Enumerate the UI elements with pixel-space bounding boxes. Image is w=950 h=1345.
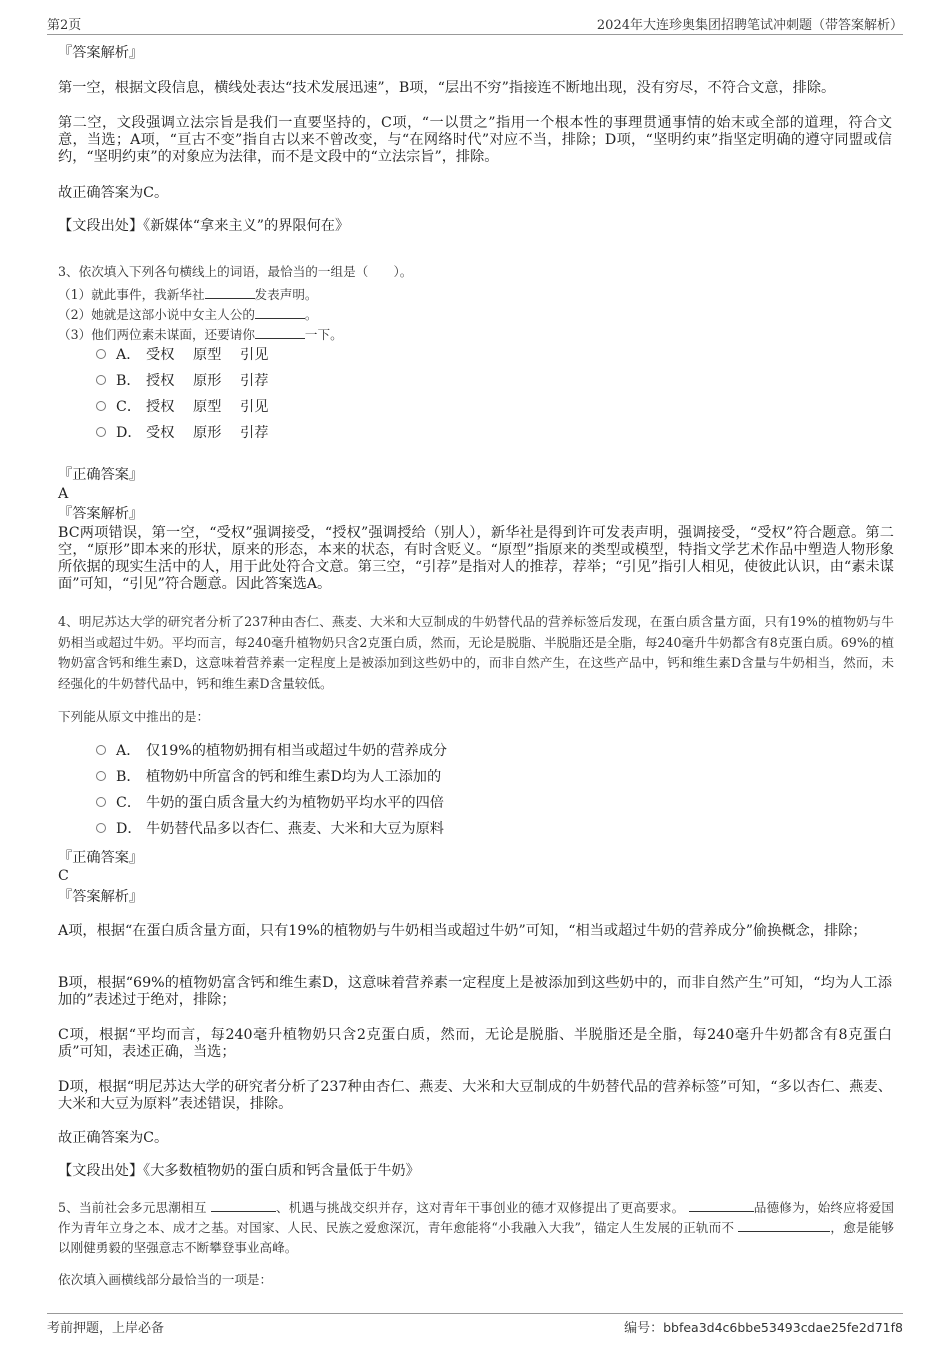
q4-option-b[interactable]: B． 植物奶中所富含的钙和维生素D均为人工添加的: [96, 769, 441, 786]
q2-source: 【文段出处】《新媒体“拿来主义”的界限何在》: [58, 218, 350, 234]
footer-code: 编号：bbfea3d4c6bbe53493cdae25fe2d71f8: [624, 1320, 903, 1336]
footer-slogan: 考前押题，上岸必备: [47, 1321, 165, 1336]
q4-source: 【文段出处】《大多数植物奶的蛋白质和钙含量低于牛奶》: [58, 1163, 420, 1179]
q3-option-d[interactable]: D． 受权 原形 引荐: [96, 425, 268, 442]
q3-stem: 3、依次填入下列各句横线上的词语，最恰当的一组是（ ）。: [58, 264, 413, 279]
document-title: 2024年大连珍奥集团招聘笔试冲刺题（带答案解析）: [596, 18, 903, 33]
q3-sentence-3: （3）他们两位素未谋面，还要请你 一下。: [58, 327, 343, 342]
q2-conclusion: 故正确答案为C。: [58, 185, 169, 201]
radio-icon[interactable]: [96, 823, 106, 833]
blank-2: [689, 1199, 754, 1212]
radio-icon[interactable]: [96, 427, 106, 437]
q4-analysis-c: C项，根据“平均而言，每240毫升植物奶只含2克蛋白质，然而，无论是脱脂、半脱脂还是全脂，每240毫升牛奶都含有8克蛋白质”可知，表述正确，当选；: [58, 1027, 892, 1060]
q3-option-a[interactable]: A． 受权 原型 引见: [96, 347, 268, 364]
q2-analysis-para2: 第二空，文段强调立法宗旨是我们一直要坚持的，C项，“一以贯之”指用一个根本性的事理贯通事情的始末或全部的道理，符合文意，当选；A项，“亘古不变”指自古以来不曾改变，与“在网络时代”对应不当，排除；D项，“坚明约束”指坚定明确的遵守同盟或信约，“坚明约束”的对象应为法律，而不是文段中的“立法宗旨”，排除。: [58, 115, 892, 165]
q4-analysis-b: B项，根据“69%的植物奶富含钙和维生素D，这意味着营养素一定程度上是被添加到这些奶中的，而非自然产生”可知，“均为人工添加的”表述过于绝对，排除；: [58, 975, 892, 1008]
q4-analysis-a: A项，根据“在蛋白质含量方面，只有19%的植物奶与牛奶相当或超过牛奶”可知，“相当或超过牛奶的营养成分”偷换概念，排除；: [58, 923, 867, 939]
radio-icon[interactable]: [96, 401, 106, 411]
page-number: 第2页: [47, 18, 82, 33]
q2-analysis-para1: 第一空，根据文段信息，横线处表达“技术发展迅速”，B项，“层出不穷”指接连不断地出现，没有穷尽，不符合文意，排除。: [58, 80, 836, 96]
q3-sentence-1: （1）就此事件，我新华社 发表声明。: [58, 287, 318, 302]
q4-option-c[interactable]: C． 牛奶的蛋白质含量大约为植物奶平均水平的四倍: [96, 795, 444, 812]
q4-conclusion: 故正确答案为C。: [58, 1130, 169, 1146]
q4-analysis-d: D项，根据“明尼苏达大学的研究者分析了237种由杏仁、燕麦、大米和大豆制成的牛奶替代品的营养标签”可知，“多以杏仁、燕麦、大米和大豆为原料”表述错误，排除。: [58, 1079, 892, 1112]
q3-analysis: BC两项错误，第一空，“受权”强调接受，“授权”强调授给（别人），新华社是得到许可发表声明，强调接受，“受权”符合题意。第二空，“原形”即本来的形状，原来的形态，本来的状态，有时含贬义。“原型”指原来的类型或模型，特指文学艺术作品中塑造人物形象所依据的现实生活中的人，用于此处符合文意。第三空，“引荐”是指对人的推荐，荐举；“引见”指引人相见，使彼此认识，由“素未谋面”可知，“引见”符合题意。因此答案选A。: [58, 525, 894, 592]
q4-answer: C: [58, 868, 69, 884]
q3-option-c[interactable]: C． 授权 原型 引见: [96, 399, 268, 416]
q4-analysis-label: 『答案解析』: [58, 889, 144, 905]
radio-icon[interactable]: [96, 745, 106, 755]
page-footer: [47, 1313, 903, 1337]
q3-answer-label: 『正确答案』: [58, 467, 144, 483]
q5-prompt: 依次填入画横线部分最恰当的一项是：: [58, 1272, 273, 1287]
radio-icon[interactable]: [96, 375, 106, 385]
blank-1: [205, 286, 255, 299]
q5-stem: 5、当前社会多元思潮相互 、机遇与挑战交织并存，这对青年干事创业的德才双修提出了更高要求。 品德修为，始终应将爱国作为青年立身之本、成才之基。对国家、人民、民族之爱愈深沉，青年愈能将“小我融入大我”，锚定人生发展的正轨而不 ，愈是能够以刚健勇毅的坚强意志不断攀登事业高峰。: [58, 1200, 895, 1255]
q4-prompt: 下列能从原文中推出的是：: [58, 709, 210, 724]
blank-3: [255, 326, 305, 339]
blank-3: [738, 1219, 830, 1232]
q3-analysis-label: 『答案解析』: [58, 506, 144, 522]
q4-answer-label: 『正确答案』: [58, 850, 144, 866]
q4-option-d[interactable]: D． 牛奶替代品多以杏仁、燕麦、大米和大豆为原料: [96, 821, 444, 838]
q2-analysis-label: 『答案解析』: [58, 45, 144, 61]
radio-icon[interactable]: [96, 771, 106, 781]
blank-2: [255, 306, 305, 319]
q4-option-a[interactable]: A． 仅19%的植物奶拥有相当或超过牛奶的营养成分: [96, 743, 447, 760]
page-header: [47, 14, 903, 35]
blank-1: [211, 1199, 276, 1212]
q3-answer: A: [58, 486, 69, 502]
radio-icon[interactable]: [96, 349, 106, 359]
q4-stem: 4、明尼苏达大学的研究者分析了237种由杏仁、燕麦、大米和大豆制成的牛奶替代品的营养标签后发现，在蛋白质含量方面，只有19%的植物奶与牛奶相当或超过牛奶。平均而言，每240毫升植物奶只含2克蛋白质，然而，无论是脱脂、半脱脂还是全脂，每240毫升牛奶都含有8克蛋白质。69%的植物奶富含钙和维生素D，这意味着营养素一定程度上是被添加到这些奶中的，而非自然产生，在这些产品中，钙和维生素D含量与牛奶相当，然而，未经强化的牛奶替代品中，钙和维生素D含量较低。: [58, 614, 894, 691]
q3-sentence-2: （2）她就是这部小说中女主人公的 。: [58, 307, 318, 322]
radio-icon[interactable]: [96, 797, 106, 807]
q3-option-b[interactable]: B． 授权 原形 引荐: [96, 373, 268, 390]
